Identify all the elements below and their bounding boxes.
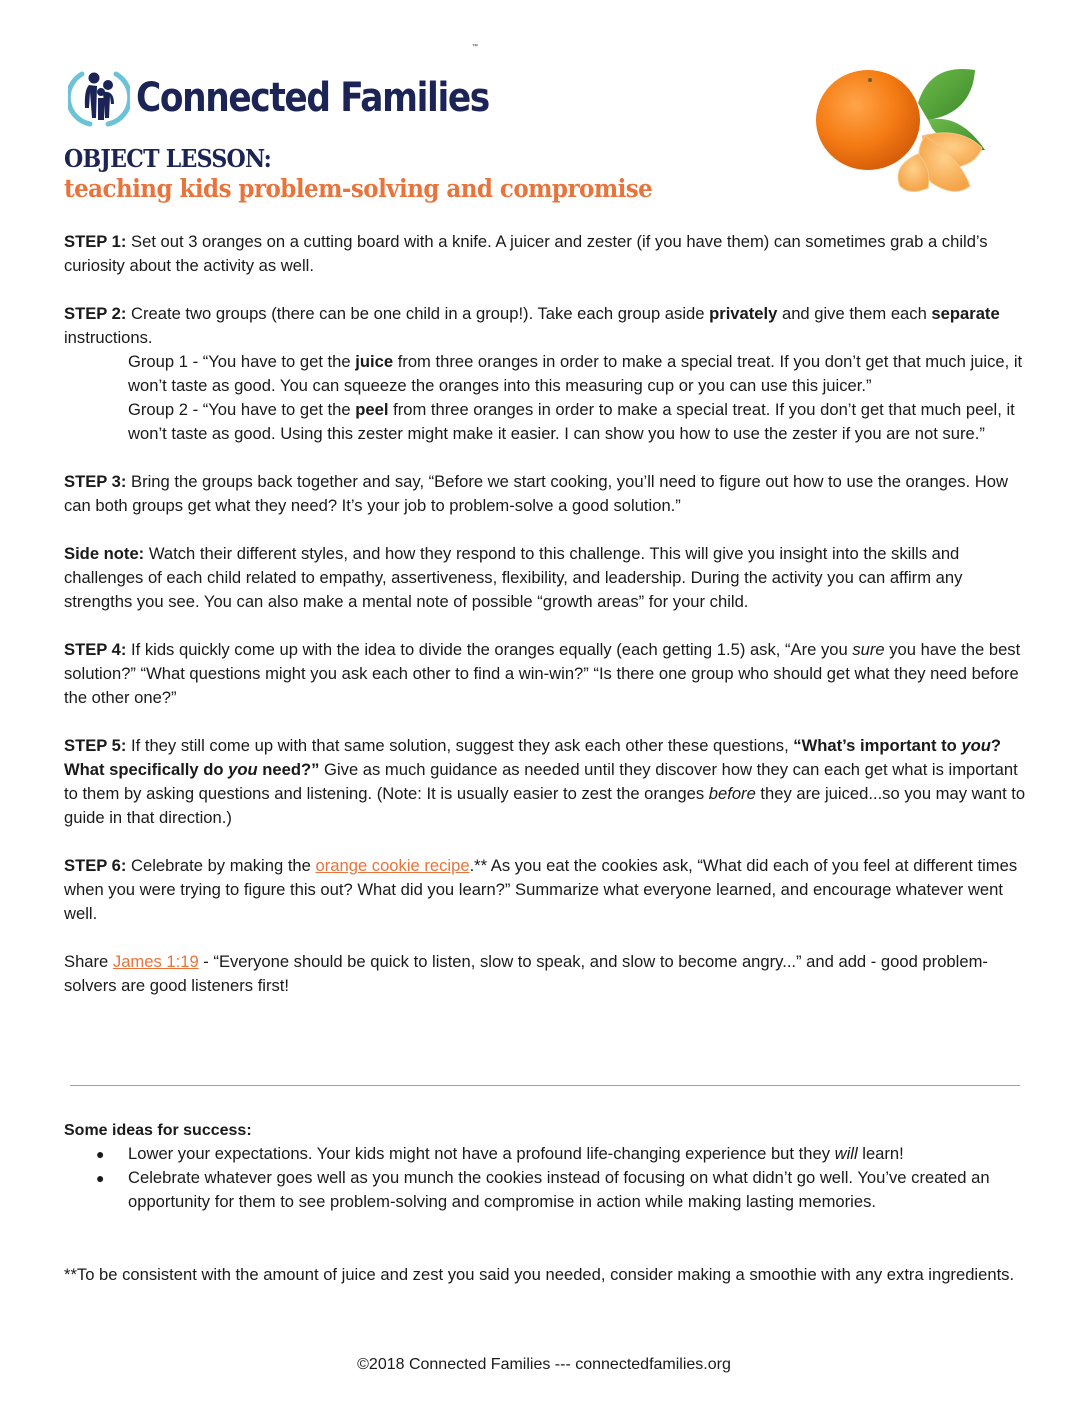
share-text: Share bbox=[64, 952, 113, 971]
side-note bbox=[64, 542, 1030, 614]
step-text: Create two groups (there can be one child in a group!). Take each group aside bbox=[126, 304, 710, 323]
idea-text: Celebrate whatever goes well as you munch the cookies instead of focusing on what didn’t go well. You’ve created an opportunity for them to see problem-solving and compromise in action while making lasting memories. bbox=[128, 1168, 990, 1211]
step-text: and give them each bbox=[777, 304, 932, 323]
emphasis-text: privately bbox=[709, 304, 778, 323]
idea-text: Lower your expectations. Your kids might not have a profound life-changing experience but they bbox=[128, 1144, 835, 1163]
list-item bbox=[64, 1166, 1030, 1214]
step-2 bbox=[64, 302, 1030, 350]
james-1-19-link[interactable]: James 1:19 bbox=[112, 952, 199, 971]
footnote: **To be consistent with the amount of juice and zest you said you needed, consider making a smoothie with any extra ingredients. bbox=[64, 1265, 1015, 1284]
emphasis-text: you bbox=[961, 736, 991, 755]
lesson-subtitle: teaching kids problem-solving and compromise bbox=[64, 174, 653, 203]
ideas-section bbox=[64, 1120, 1030, 1214]
step-text: If they still come up with that same solution, suggest they ask each other these questions, bbox=[126, 736, 794, 755]
step-label: STEP 5: bbox=[64, 736, 127, 755]
list-item bbox=[64, 1142, 1030, 1166]
step-1 bbox=[64, 230, 1030, 278]
brand-logo bbox=[68, 68, 546, 128]
step-text: Set out 3 oranges on a cutting board with a knife. A juicer and zester (if you have them) can sometimes grab a child’s curiosity about the activity as well. bbox=[64, 232, 988, 275]
family-circle-icon bbox=[68, 68, 130, 128]
brand-name: Connected Families bbox=[136, 75, 489, 121]
step-5 bbox=[64, 734, 1030, 830]
emphasis-text: need?” bbox=[257, 760, 320, 779]
group-text: from three oranges in order to make a special treat. If you don’t get that much juice, it won’t taste as good. You can squeeze the oranges into this measuring cup or you can use this juicer.” bbox=[128, 352, 1023, 395]
side-note-text: Watch their different styles, and how they respond to this challenge. This will give you insight into the skills and challenges of each child related to empathy, assertiveness, flexibility, and leadership. During the activity you can affirm any strengths you see. You can also make a mental note of possible “growth areas” for your child. bbox=[64, 544, 963, 611]
step-label: STEP 2: bbox=[64, 304, 127, 323]
step-label: STEP 1: bbox=[64, 232, 127, 251]
section-divider bbox=[70, 1085, 1020, 1086]
bullet-icon: ● bbox=[96, 1146, 105, 1162]
orange-fruit-image bbox=[810, 58, 990, 203]
bullet-icon: ● bbox=[96, 1170, 105, 1186]
share-verse bbox=[64, 950, 1030, 998]
lesson-title: OBJECT LESSON: bbox=[64, 144, 272, 173]
step-label: STEP 4: bbox=[64, 640, 127, 659]
group-1-instructions bbox=[128, 350, 1030, 398]
group-text: from three oranges in order to make a special treat. If you don’t get that much peel, it won’t taste as good. Using this zester might make it easier. I can show you how to use the zester if you are not sure.” bbox=[128, 400, 1015, 443]
idea-text: learn! bbox=[857, 1144, 904, 1163]
orange-cookie-recipe-link[interactable]: orange cookie recipe bbox=[315, 856, 470, 875]
emphasis-text: peel bbox=[355, 400, 389, 419]
group-text: Group 2 - “You have to get the bbox=[128, 400, 356, 419]
emphasis-text: you bbox=[228, 760, 258, 779]
step-3 bbox=[64, 470, 1030, 518]
emphasis-text: sure bbox=[852, 640, 885, 659]
emphasis-text: before bbox=[708, 784, 756, 803]
ideas-list bbox=[64, 1142, 1030, 1214]
step-text: Celebrate by making the bbox=[126, 856, 316, 875]
step-label: STEP 6: bbox=[64, 856, 127, 875]
step-text: Give as much guidance as needed until they discover how they can each get what is important to them by asking questions and listening. (Note: It is usually easier to zest the oranges bbox=[64, 760, 1018, 803]
group-2-instructions bbox=[128, 398, 1030, 446]
emphasis-text: ? What specifically do bbox=[64, 736, 1002, 779]
page-footer: ©2018 Connected Families --- connectedfamilies.org bbox=[357, 1356, 731, 1373]
step-text: If kids quickly come up with the idea to divide the oranges equally (each getting 1.5) ask, “Are you bbox=[126, 640, 853, 659]
emphasis-text: juice bbox=[355, 352, 394, 371]
step-text: Bring the groups back together and say, “Before we start cooking, you’ll need to figure out how to use the oranges. How can both groups get what they need? It’s your job to problem-solve a good solution.” bbox=[64, 472, 1008, 515]
step-4 bbox=[64, 638, 1030, 710]
emphasis-text: will bbox=[834, 1144, 858, 1163]
step-label: STEP 3: bbox=[64, 472, 127, 491]
share-text: - “Everyone should be quick to listen, slow to speak, and slow to become angry...” and add - good problem-solvers are good listeners first! bbox=[64, 952, 988, 995]
step-text: instructions. bbox=[64, 328, 153, 347]
step-text: .** As you eat the cookies ask, “What did each of you feel at different times when you were trying to figure this out? What did you learn?” Summarize what everyone learned, and encourage whatever went well. bbox=[64, 856, 1018, 923]
trademark-mark: ™ bbox=[472, 44, 478, 50]
ideas-heading: Some ideas for success: bbox=[64, 1122, 252, 1139]
side-note-label: Side note: bbox=[64, 544, 145, 563]
step-text: they are juiced...so you may want to guide in that direction.) bbox=[64, 784, 1026, 827]
group-text: Group 1 - “You have to get the bbox=[128, 352, 356, 371]
step-text: you have the best solution?” “What questions might you ask each other to find a win-win?” “Is there one group who should get what they need before the other one?” bbox=[64, 640, 1021, 707]
emphasis-text: separate bbox=[931, 304, 1000, 323]
step-6 bbox=[64, 854, 1030, 926]
lesson-body bbox=[64, 230, 1030, 1022]
emphasis-text: “What’s important to bbox=[793, 736, 962, 755]
